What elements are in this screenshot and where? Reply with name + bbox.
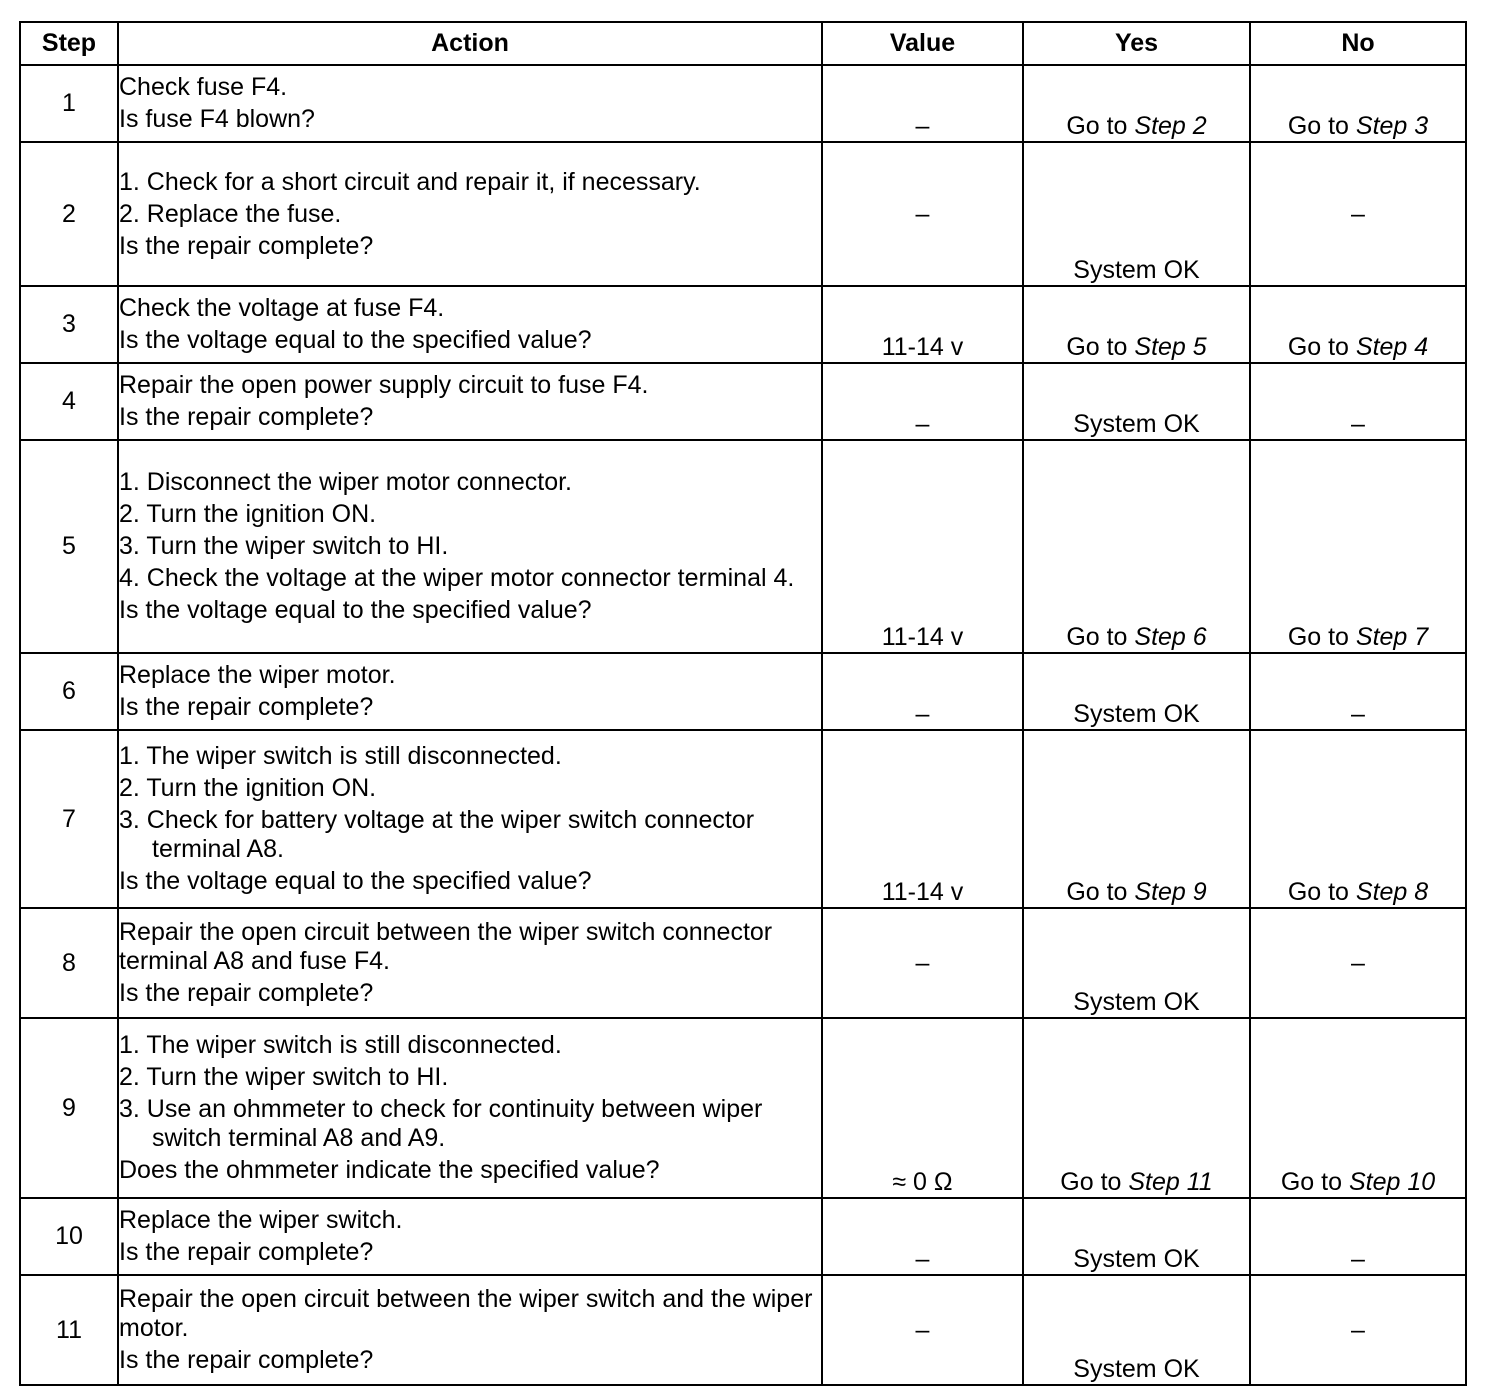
no-text: –	[1351, 700, 1365, 728]
action-step-item: 3. Use an ohmmeter to check for continuity between wiper switch terminal A8 and A9.	[119, 1095, 763, 1152]
yes-prefix: Go to	[1066, 878, 1135, 906]
yes-text: System OK	[1073, 1245, 1200, 1273]
action-step-item: 4. Check the voltage at the wiper motor connector terminal 4.	[119, 564, 795, 592]
action-cell	[118, 65, 822, 142]
action-text: Replace the wiper motor.	[119, 661, 396, 689]
action-question: Is the repair complete?	[119, 403, 374, 431]
action-question: Does the ohmmeter indicate the specified value?	[119, 1156, 660, 1184]
yes-cell	[1023, 440, 1250, 653]
action-cell	[118, 440, 822, 653]
table-row	[20, 142, 1466, 286]
value-cell: –	[822, 1198, 1023, 1275]
no-cell	[1250, 908, 1466, 1018]
step-number: 6	[20, 653, 118, 730]
table-row	[20, 730, 1466, 908]
header-yes: Yes	[1023, 22, 1250, 65]
action-text: Check the voltage at fuse F4.	[119, 294, 445, 322]
yes-prefix: Go to	[1066, 112, 1135, 140]
action-question: Is the repair complete?	[119, 979, 374, 1007]
yes-step-ref: Step 9	[1134, 878, 1207, 906]
yes-cell	[1023, 142, 1250, 286]
no-text: –	[1351, 1245, 1365, 1273]
action-cell	[118, 286, 822, 363]
no-cell	[1250, 730, 1466, 908]
header-value: Value	[822, 22, 1023, 65]
no-text: –	[1351, 199, 1365, 228]
action-step-item: 2. Turn the ignition ON.	[119, 500, 377, 528]
action-cell	[118, 1018, 822, 1198]
table-row	[20, 363, 1466, 440]
yes-step-ref: Step 11	[1128, 1168, 1213, 1196]
no-text: –	[1351, 948, 1365, 977]
value-cell: 11-14 v	[822, 730, 1023, 908]
value-cell: –	[822, 1275, 1023, 1385]
action-step-item: 1. The wiper switch is still disconnected.	[119, 1031, 562, 1059]
table-row	[20, 1018, 1466, 1198]
no-cell	[1250, 1275, 1466, 1385]
no-prefix: Go to	[1287, 623, 1356, 651]
value-cell: 11-14 v	[822, 286, 1023, 363]
action-cell	[118, 653, 822, 730]
step-number: 3	[20, 286, 118, 363]
diagnostic-table	[19, 21, 1467, 1386]
table-row	[20, 1275, 1466, 1385]
no-prefix: Go to	[1287, 112, 1356, 140]
no-cell	[1250, 363, 1466, 440]
value-cell: –	[822, 363, 1023, 440]
yes-cell	[1023, 653, 1250, 730]
value-cell: –	[822, 908, 1023, 1018]
value-cell: –	[822, 142, 1023, 286]
header-no: No	[1250, 22, 1466, 65]
table-row	[20, 908, 1466, 1018]
action-text: Repair the open power supply circuit to fuse F4.	[119, 371, 649, 399]
table-row	[20, 653, 1466, 730]
table-row	[20, 1198, 1466, 1275]
action-question: Is the voltage equal to the specified value?	[119, 867, 592, 895]
step-number: 8	[20, 908, 118, 1018]
table-body	[20, 65, 1466, 1385]
action-text: Repair the open circuit between the wiper switch connector terminal A8 and fuse F4.	[119, 918, 773, 975]
action-cell	[118, 730, 822, 908]
no-cell	[1250, 1018, 1466, 1198]
no-prefix: Go to	[1287, 878, 1356, 906]
yes-step-ref: Step 6	[1134, 623, 1207, 651]
action-question: Is the repair complete?	[119, 231, 374, 260]
action-cell	[118, 908, 822, 1018]
header-row	[20, 22, 1466, 65]
yes-text: System OK	[1073, 700, 1200, 728]
yes-step-ref: Step 5	[1134, 333, 1207, 361]
no-step-ref: Step 3	[1355, 112, 1429, 140]
table-row	[20, 65, 1466, 142]
action-text: Check fuse F4.	[119, 73, 288, 101]
action-step-item: 2. Turn the ignition ON.	[119, 774, 377, 802]
yes-cell	[1023, 65, 1250, 142]
no-cell	[1250, 440, 1466, 653]
step-number: 2	[20, 142, 118, 286]
no-text: –	[1351, 410, 1365, 438]
action-question: Is fuse F4 blown?	[119, 105, 315, 133]
step-number: 11	[20, 1275, 118, 1385]
action-step-item: 3. Check for battery voltage at the wiper switch connector terminal A8.	[119, 806, 755, 863]
yes-cell	[1023, 1275, 1250, 1385]
no-prefix: Go to	[1280, 1168, 1349, 1196]
step-number: 7	[20, 730, 118, 908]
no-text: –	[1351, 1315, 1365, 1344]
action-step-item: 1. Disconnect the wiper motor connector.	[119, 468, 573, 496]
no-step-ref: Step 4	[1355, 333, 1429, 361]
yes-text: System OK	[1073, 256, 1200, 284]
action-cell	[118, 1275, 822, 1385]
action-step-item: 2. Turn the wiper switch to HI.	[119, 1063, 449, 1091]
no-cell	[1250, 142, 1466, 286]
action-step-item: 3. Turn the wiper switch to HI.	[119, 532, 449, 560]
action-step-item: 2. Replace the fuse.	[119, 199, 342, 228]
action-step-item: 1. The wiper switch is still disconnected.	[119, 742, 562, 770]
no-step-ref: Step 10	[1348, 1168, 1436, 1196]
yes-step-ref: Step 2	[1134, 112, 1207, 140]
action-question: Is the repair complete?	[119, 1238, 374, 1266]
header-step: Step	[20, 22, 118, 65]
value-cell: ≈ 0 Ω	[822, 1018, 1023, 1198]
action-question: Is the voltage equal to the specified value?	[119, 326, 592, 354]
yes-cell	[1023, 1018, 1250, 1198]
yes-prefix: Go to	[1060, 1168, 1129, 1196]
yes-cell	[1023, 730, 1250, 908]
header-action: Action	[118, 22, 822, 65]
value-cell: 11-14 v	[822, 440, 1023, 653]
yes-cell	[1023, 1198, 1250, 1275]
table-row	[20, 440, 1466, 653]
no-step-ref: Step 8	[1355, 878, 1429, 906]
no-cell	[1250, 286, 1466, 363]
action-text: Repair the open circuit between the wiper switch and the wiper motor.	[119, 1285, 813, 1342]
step-number: 10	[20, 1198, 118, 1275]
step-number: 5	[20, 440, 118, 653]
yes-cell	[1023, 908, 1250, 1018]
table-row	[20, 286, 1466, 363]
no-cell	[1250, 65, 1466, 142]
action-cell	[118, 363, 822, 440]
yes-text: System OK	[1073, 410, 1200, 438]
no-step-ref: Step 7	[1355, 623, 1429, 651]
yes-prefix: Go to	[1066, 623, 1135, 651]
value-cell: –	[822, 653, 1023, 730]
step-number: 9	[20, 1018, 118, 1198]
no-cell	[1250, 653, 1466, 730]
yes-cell	[1023, 363, 1250, 440]
no-prefix: Go to	[1287, 333, 1356, 361]
yes-text: System OK	[1073, 1355, 1200, 1383]
action-question: Is the voltage equal to the specified value?	[119, 596, 592, 624]
action-cell	[118, 1198, 822, 1275]
yes-cell	[1023, 286, 1250, 363]
no-cell	[1250, 1198, 1466, 1275]
action-question: Is the repair complete?	[119, 693, 374, 721]
action-text: Replace the wiper switch.	[119, 1206, 403, 1234]
action-step-item: 1. Check for a short circuit and repair it, if necessary.	[119, 167, 701, 196]
yes-text: System OK	[1073, 988, 1200, 1016]
action-question: Is the repair complete?	[119, 1346, 374, 1374]
step-number: 1	[20, 65, 118, 142]
value-cell: –	[822, 65, 1023, 142]
action-cell	[118, 142, 822, 286]
step-number: 4	[20, 363, 118, 440]
yes-prefix: Go to	[1066, 333, 1135, 361]
